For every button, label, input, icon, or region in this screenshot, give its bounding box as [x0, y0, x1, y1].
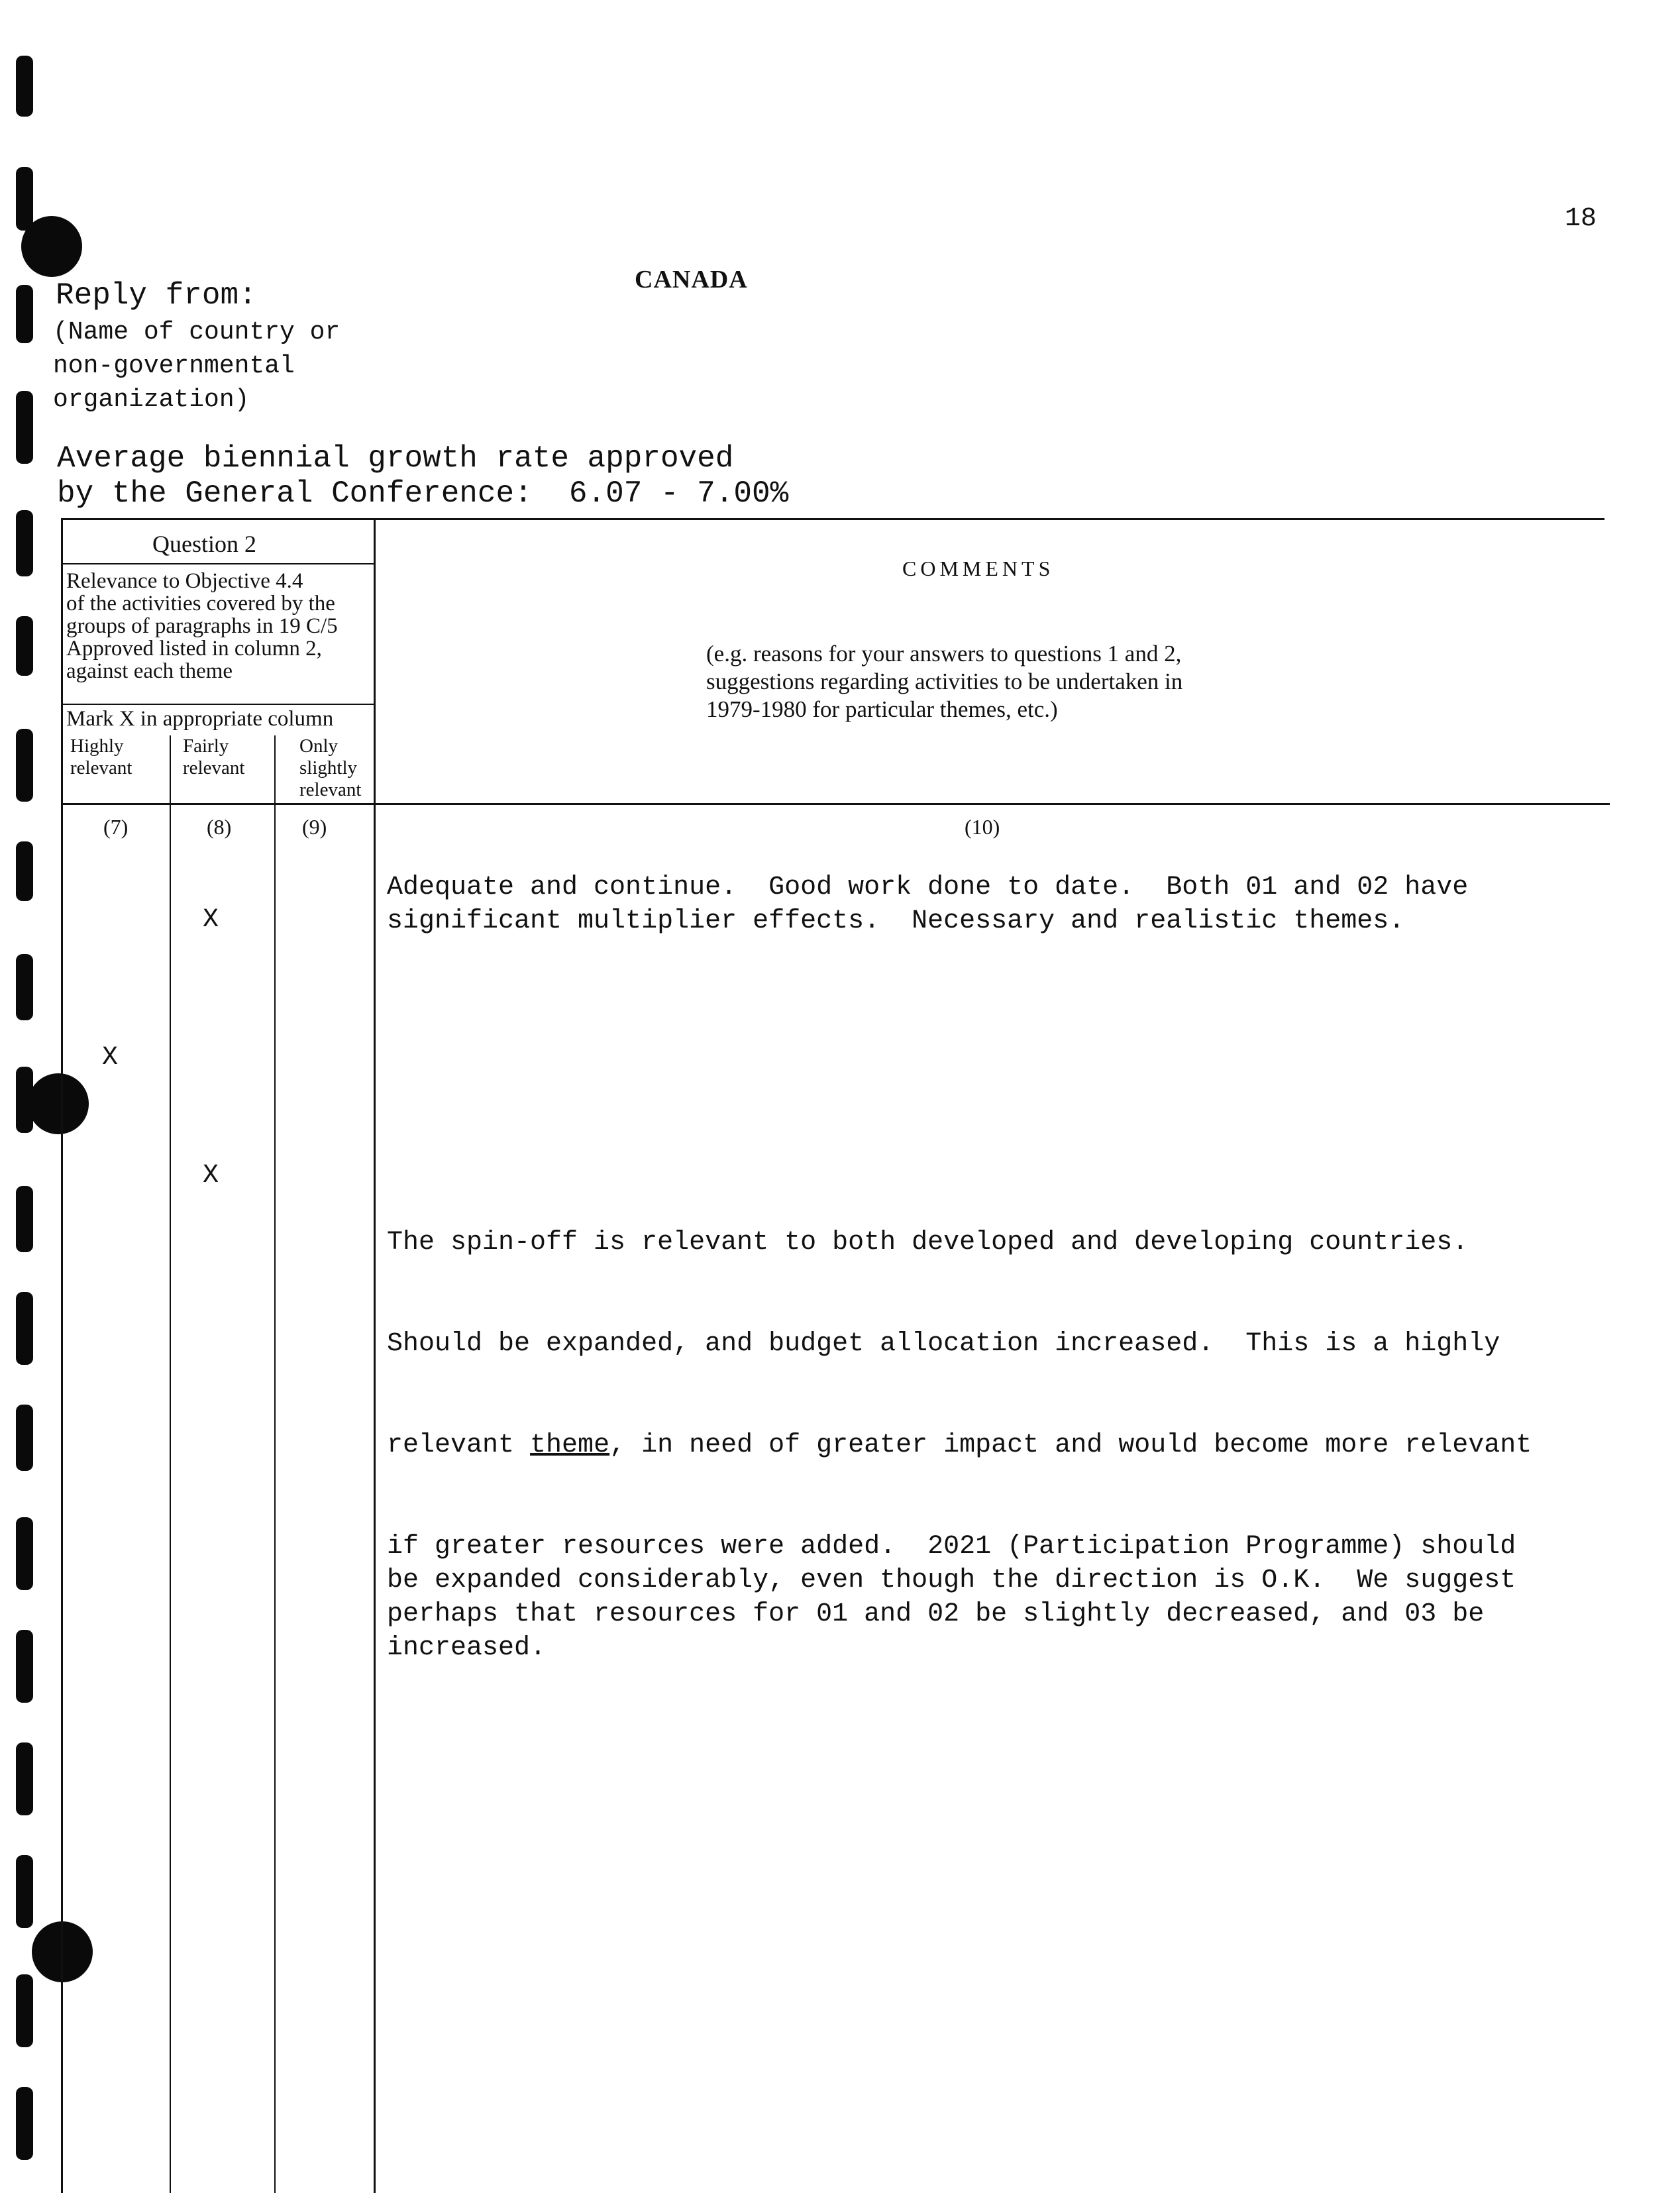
binder-mark: [16, 167, 33, 231]
relevance-line: Approved listed in column 2,: [66, 637, 322, 661]
mark-x-fairly-relevant: X: [203, 905, 219, 935]
column-header-line: Fairly: [183, 735, 229, 757]
binder-mark: [16, 1742, 33, 1815]
relevance-description: [66, 570, 338, 682]
relevance-rule: [61, 704, 374, 705]
table-top-rule: [61, 518, 1604, 520]
comment-fragment: relevant: [387, 1430, 531, 1460]
relevance-line: groups of paragraphs in 19 C/5: [66, 614, 338, 638]
column-header-line: relevant: [70, 757, 132, 778]
question-header-rule: [61, 563, 374, 564]
column-number-8: (8): [207, 815, 232, 839]
comment-fragment: , in need of greater impact and would become more relevant: [609, 1430, 1532, 1460]
question-header: Question 2: [152, 531, 256, 557]
column-header-line: relevant: [183, 757, 245, 778]
column-header-line: Highly: [70, 735, 124, 757]
comments-hint-line: (e.g. reasons for your answers to questions 1 and 2,: [706, 641, 1182, 667]
comments-divider: [374, 518, 376, 2193]
binder-mark: [16, 56, 33, 117]
column-8-9-divider: [274, 735, 276, 2193]
relevance-line: Relevance to Objective 4.4: [66, 569, 303, 593]
column-number-9: (9): [302, 815, 327, 839]
header-bottom-rule: [61, 803, 1610, 805]
binder-mark: [16, 285, 33, 343]
binder-mark: [16, 1630, 33, 1703]
binder-mark: [16, 616, 33, 676]
underlined-word: theme: [530, 1430, 610, 1460]
binder-mark: [16, 729, 33, 802]
mark-instruction: Mark X in appropriate column: [66, 707, 334, 731]
reply-from-label: Reply from:: [56, 278, 257, 313]
column-header-fairly-relevant: [183, 735, 244, 779]
column-header-line: Only: [299, 735, 338, 757]
growth-rate-line-1: Average biennial growth rate approved: [57, 441, 734, 476]
column-number-10: (10): [965, 815, 1000, 839]
binder-mark: [16, 510, 33, 576]
comment-row-3: [387, 1158, 1532, 1733]
binder-mark: [16, 1855, 33, 1928]
column-header-highly-relevant: [70, 735, 132, 779]
punch-hole: [28, 1073, 89, 1134]
binder-mark: [16, 1517, 33, 1590]
comment-line: if greater resources were added. 2021 (Participation Programme) should be expanded considerably, even though the direction is O.K. We suggest perhaps that resources for 01 and 02 be slightly decreased, and 03 be increased.: [387, 1532, 1516, 1663]
mark-x-fairly-relevant: X: [203, 1161, 219, 1191]
comments-hint-line: suggestions regarding activities to be undertaken in: [706, 669, 1183, 694]
binder-mark: [16, 1405, 33, 1471]
punch-hole: [21, 216, 82, 277]
binder-mark: [16, 954, 33, 1020]
comment-row-1: Adequate and continue. Good work done to date. Both 01 and 02 have significant multiplier effects. Necessary and realistic themes.: [387, 873, 1469, 936]
binder-mark: [16, 1292, 33, 1365]
binder-mark: [16, 841, 33, 901]
column-number-7: (7): [103, 815, 129, 839]
relevance-line: against each theme: [66, 659, 233, 683]
page-number: 18: [1565, 204, 1597, 234]
binder-mark: [16, 1974, 33, 2047]
column-header-line: relevant: [299, 779, 362, 800]
binder-mark: [16, 1186, 33, 1252]
column-header-line: slightly: [299, 757, 358, 778]
table-left-rule: [61, 518, 63, 2193]
comments-hint: [706, 640, 1182, 723]
mark-x-highly-relevant: X: [102, 1043, 119, 1073]
comment-line: The spin-off is relevant to both developed and developing countries.: [387, 1228, 1469, 1257]
comments-title: COMMENTS: [902, 557, 1055, 580]
country-name: CANADA: [635, 266, 748, 294]
growth-rate-line-2: by the General Conference: 6.07 - 7.00%: [57, 476, 789, 511]
reply-from-sublabel: (Name of country or non-governmental organization): [53, 318, 341, 414]
column-7-8-divider: [170, 735, 171, 2193]
relevance-line: of the activities covered by the: [66, 592, 335, 615]
comment-line: Should be expanded, and budget allocation increased. This is a highly: [387, 1329, 1500, 1359]
binder-mark: [16, 2087, 33, 2160]
comment-line: [387, 1428, 1532, 1462]
comments-hint-line: 1979-1980 for particular themes, etc.): [706, 696, 1058, 722]
binder-mark: [16, 391, 33, 464]
column-header-only-slightly-relevant: [299, 735, 361, 801]
